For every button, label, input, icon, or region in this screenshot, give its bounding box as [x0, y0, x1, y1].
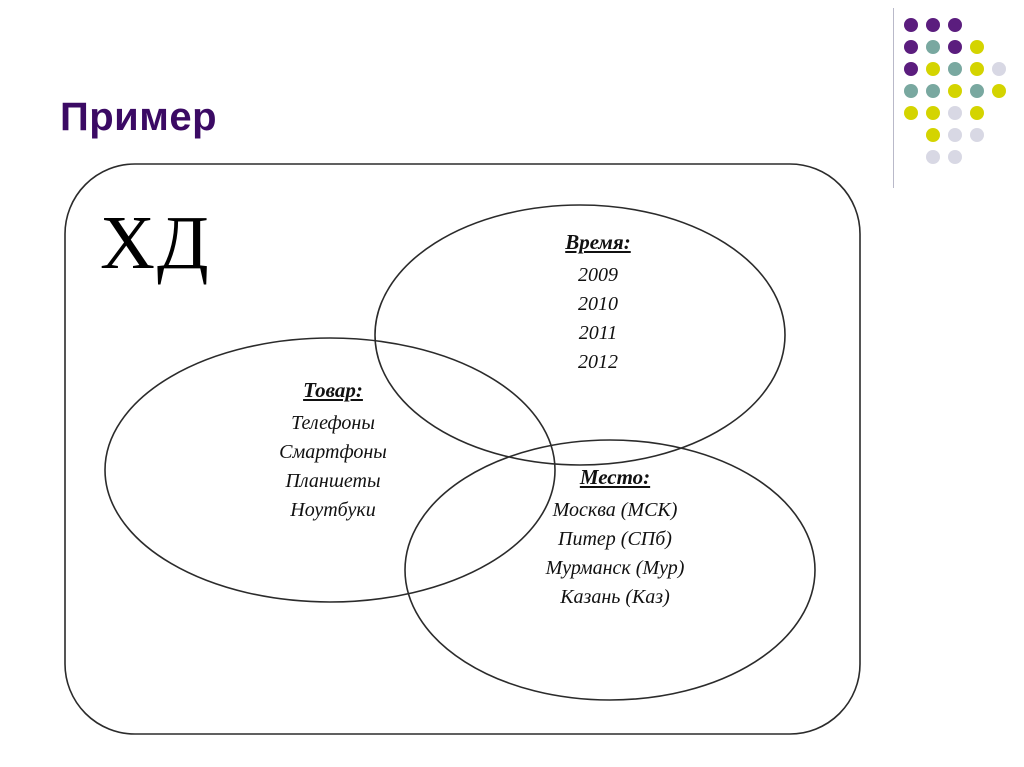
warehouse-label: ХД: [100, 201, 211, 285]
region-goods-item: Планшеты: [285, 470, 381, 492]
region-place-heading: Место:: [579, 465, 651, 489]
decoration-dot: [970, 84, 984, 98]
decoration-dot: [948, 18, 962, 32]
decoration-dot: [926, 62, 940, 76]
decoration-dot: [926, 150, 940, 164]
decoration-dot: [926, 18, 940, 32]
decoration-dot: [904, 62, 918, 76]
decoration-dot: [970, 40, 984, 54]
region-time: [508, 230, 688, 377]
decoration-dot: [948, 150, 962, 164]
venn-diagram: [0, 150, 900, 760]
decoration-dot: [992, 84, 1006, 98]
region-time-heading: Время:: [565, 230, 631, 254]
region-place: [490, 465, 740, 612]
decoration-dot: [948, 62, 962, 76]
decoration-dot: [926, 40, 940, 54]
decoration-dot: [992, 62, 1006, 76]
region-goods-item: Телефоны: [291, 412, 375, 434]
region-time-item: 2012: [578, 351, 618, 373]
decoration-dot: [926, 128, 940, 142]
region-time-item: 2009: [578, 264, 618, 286]
decoration-dot: [970, 62, 984, 76]
decoration-dot: [970, 128, 984, 142]
region-goods-item: Ноутбуки: [290, 499, 376, 521]
decoration-dot: [926, 106, 940, 120]
region-goods-item: Смартфоны: [279, 441, 387, 463]
region-time-item: 2010: [578, 293, 618, 315]
region-place-item: Москва (МСК): [552, 499, 678, 521]
region-goods-heading: Товар:: [303, 378, 363, 402]
decoration-dot: [970, 106, 984, 120]
decoration-dot: [904, 18, 918, 32]
region-time-item: 2011: [578, 322, 618, 344]
decoration-dot: [904, 106, 918, 120]
decoration-dot: [948, 106, 962, 120]
region-place-item: Казань (Каз): [560, 586, 670, 608]
region-place-item: Питер (СПб): [558, 528, 672, 550]
region-goods: [228, 378, 438, 525]
decoration-dot: [904, 84, 918, 98]
dot-grid-decoration: [894, 10, 1004, 170]
page-title: Пример: [60, 95, 218, 139]
decoration-dot: [948, 40, 962, 54]
region-place-item: Мурманск (Мур): [545, 557, 685, 579]
decoration-dot: [926, 84, 940, 98]
decoration-dot: [948, 128, 962, 142]
decoration-dot: [948, 84, 962, 98]
decoration-dot: [904, 40, 918, 54]
